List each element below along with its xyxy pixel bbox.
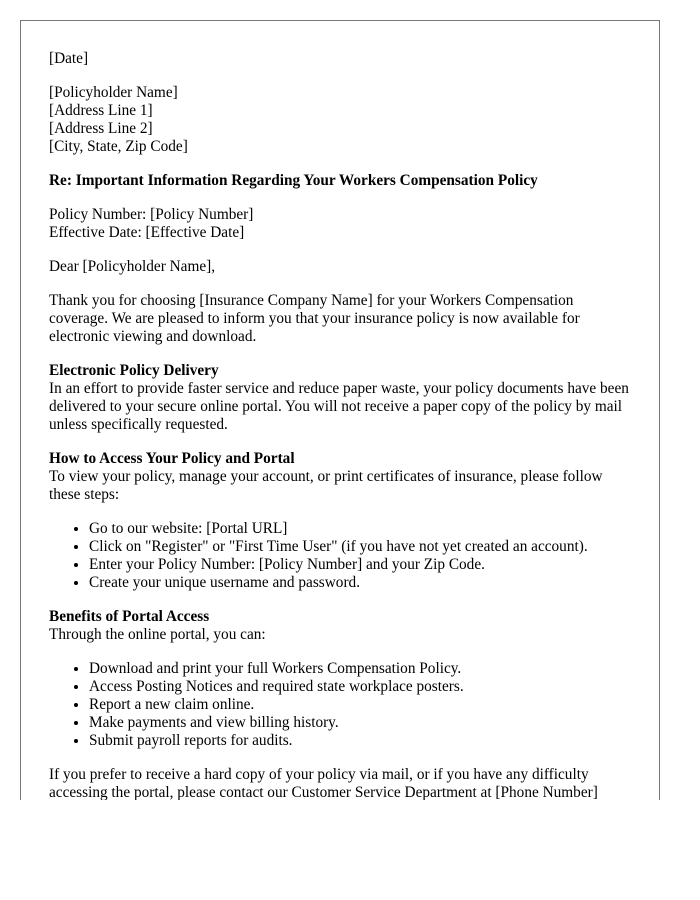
section-body-delivery: In an effort to provide faster service and reduce paper waste, your policy documents have been delivered to your secure online portal. You will not receive a paper copy of the policy by mail unless specifically requested. [49,380,629,433]
address-line-2: [Address Line 2] [49,120,153,137]
list-item: • Download and print your full Workers Compensation Policy. [89,660,631,678]
salutation: Dear [Policyholder Name], [49,258,216,275]
list-item: • Click on "Register" or "First Time User" (if you have not yet created an account). [89,538,631,556]
recipient-name: [Policyholder Name] [49,84,178,101]
address-line-1: [Address Line 1] [49,102,153,119]
section-heading-access: How to Access Your Policy and Portal [49,450,295,467]
letter-date [49,50,631,68]
section-electronic-delivery [49,362,631,434]
list-item: • Make payments and view billing history. [89,714,631,732]
closing-paragraph: If you prefer to receive a hard copy of your policy via mail, or if you have any difficulty accessing the portal, please contact our Customer Service Department at [Phone Number] [49,766,598,800]
access-steps-list [49,520,631,592]
city-state-zip: [City, State, Zip Code] [49,138,188,155]
list-item: • Report a new claim online. [89,696,631,714]
date-text: [Date] [49,50,89,67]
intro-paragraph: Thank you for choosing [Insurance Company Name] for your Workers Compensation coverage. We are pleased to inform you that your insurance policy is now available for electronic viewing and download. [49,292,580,345]
recipient-address [49,84,631,156]
section-access [49,450,631,504]
section-heading-delivery: Electronic Policy Delivery [49,362,219,379]
subject-line: Re: Important Information Regarding Your Workers Compensation Policy [49,172,538,189]
effective-date-line: Effective Date: [Effective Date] [49,224,245,241]
policy-number-line: Policy Number: [Policy Number] [49,206,254,223]
list-item: • Enter your Policy Number: [Policy Number] and your Zip Code. [89,556,631,574]
list-item: • Go to our website: [Portal URL] [89,520,631,538]
section-benefits [49,608,631,644]
list-item: • Submit payroll reports for audits. [89,732,631,750]
letter-page [20,20,660,800]
section-body-benefits: Through the online portal, you can: [49,626,266,643]
section-heading-benefits: Benefits of Portal Access [49,608,210,625]
policy-details [49,206,631,242]
benefits-list [49,660,631,750]
section-body-access: To view your policy, manage your account, or print certificates of insurance, please follow these steps: [49,468,603,503]
list-item: • Create your unique username and password. [89,574,631,592]
list-item: • Access Posting Notices and required state workplace posters. [89,678,631,696]
